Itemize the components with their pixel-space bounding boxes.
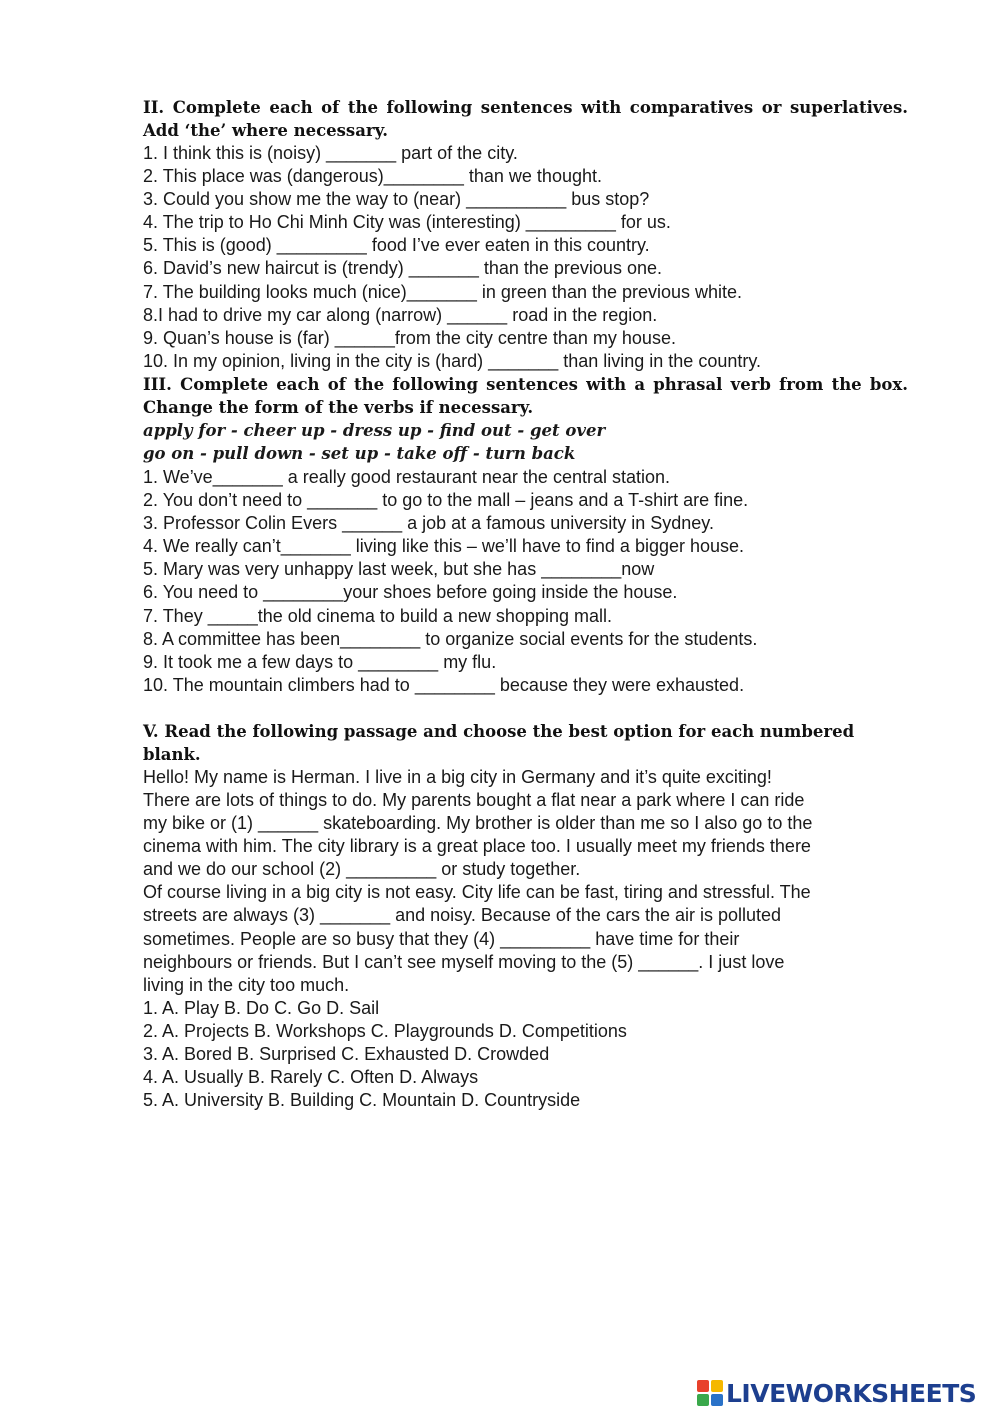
logo-square-blue [711,1394,723,1406]
liveworksheets-logo[interactable] [697,1378,976,1408]
section-2-item-8: 8.I had to drive my car along (narrow) ______ road in the region. [143,304,658,325]
section-3-item-8: 8. A committee has been________ to organize social events for the students. [143,628,758,649]
section-2-item-4: 4. The trip to Ho Chi Minh City was (interesting) _________ for us. [143,212,671,233]
section-3-heading: III. Complete each of the following sentences with a phrasal verb from the box. Change the form of the verbs if necessary. [143,374,908,417]
section-3-item-6: 6. You need to ________your shoes before going inside the house. [143,582,678,603]
option-line-5: 5. A. University B. Building C. Mountain D. Countryside [143,1090,581,1111]
passage-line-4: cinema with him. The city library is a great place too. I usually meet my friends there [143,836,811,857]
section-3-item-3: 3. Professor Colin Evers ______ a job at a famous university in Sydney. [143,513,714,534]
passage-line-1: Hello! My name is Herman. I live in a big city in Germany and it’s quite exciting! [143,766,772,787]
worksheet [143,96,908,1112]
logo-squares-icon [697,1380,723,1406]
option-line-1: 1. A. Play B. Do C. Go D. Sail [143,997,380,1018]
option-line-4: 4. A. Usually B. Rarely C. Often D. Always [143,1067,479,1088]
passage-line-8: sometimes. People are so busy that they (4) _________ have time for their [143,928,740,949]
logo-square-green [697,1394,709,1406]
option-line-3: 3. A. Bored B. Surprised C. Exhausted D. Crowded [143,1044,550,1064]
section-3-item-1: 1. We’ve_______ a really good restaurant near the central station. [143,466,671,487]
passage-line-9: neighbours or friends. But I can’t see myself moving to the (5) ______. I just love [143,951,785,972]
section-2-item-10: 10. In my opinion, living in the city is (hard) _______ than living in the country. [143,350,762,371]
section-2-item-7: 7. The building looks much (nice)_______ in green than the previous white. [143,281,743,302]
passage-line-7: streets are always (3) _______ and noisy. Because of the cars the air is polluted [143,905,782,926]
logo-square-yellow [711,1380,723,1392]
section-2-item-6: 6. David’s new haircut is (trendy) _______ than the previous one. [143,258,662,279]
section-3-item-5: 5. Mary was very unhappy last week, but she has ________now [143,559,655,580]
section-3-item-4: 4. We really can’t_______ living like this – we’ll have to find a bigger house. [143,536,745,557]
section-2-items [143,142,908,373]
answer-options [143,997,908,1112]
section-2-item-9: 9. Quan’s house is (far) ______from the city centre than my house. [143,327,676,348]
phrasal-verb-box-line-2: go on - pull down - set up - take off - turn back [143,444,576,464]
section-3-items [143,466,908,697]
option-line-2: 2. A. Projects B. Workshops C. Playgrounds D. Competitions [143,1020,627,1041]
phrasal-verb-box-line-1: apply for - cheer up - dress up - find out - get over [143,420,606,440]
section-3-item-7: 7. They _____the old cinema to build a new shopping mall. [143,605,612,626]
passage-line-6: Of course living in a big city is not easy. City life can be fast, tiring and stressful. The [143,882,811,903]
passage-line-2: There are lots of things to do. My parents bought a flat near a park where I can ride [143,789,805,810]
section-3-item-2: 2. You don’t need to _______ to go to the mall – jeans and a T-shirt are fine. [143,490,749,511]
logo-square-red [697,1380,709,1392]
section-2-heading: II. Complete each of the following sentences with comparatives or superlatives. Add ‘the’ where necessary. [143,98,908,140]
passage-line-5: and we do our school (2) _________ or study together. [143,859,581,880]
section-2-item-1: 1. I think this is (noisy) _______ part of the city. [143,143,518,163]
section-3-item-10: 10. The mountain climbers had to ________ because they were exhausted. [143,674,745,695]
section-5-heading: V. Read the following passage and choose the best option for each numbered blank. [143,721,855,764]
logo-text: LIVEWORKSHEETS [726,1378,977,1408]
reading-passage [143,766,908,997]
passage-line-10: living in the city too much. [143,974,350,995]
passage-line-3: my bike or (1) ______ skateboarding. My brother is older than me so I also go to the [143,813,813,834]
section-2-item-3: 3. Could you show me the way to (near) __________ bus stop? [143,189,650,210]
section-2-item-2: 2. This place was (dangerous)________ than we thought. [143,166,602,187]
section-2-item-5: 5. This is (good) _________ food I’ve ever eaten in this country. [143,235,650,256]
section-3-item-9: 9. It took me a few days to ________ my flu. [143,651,497,672]
